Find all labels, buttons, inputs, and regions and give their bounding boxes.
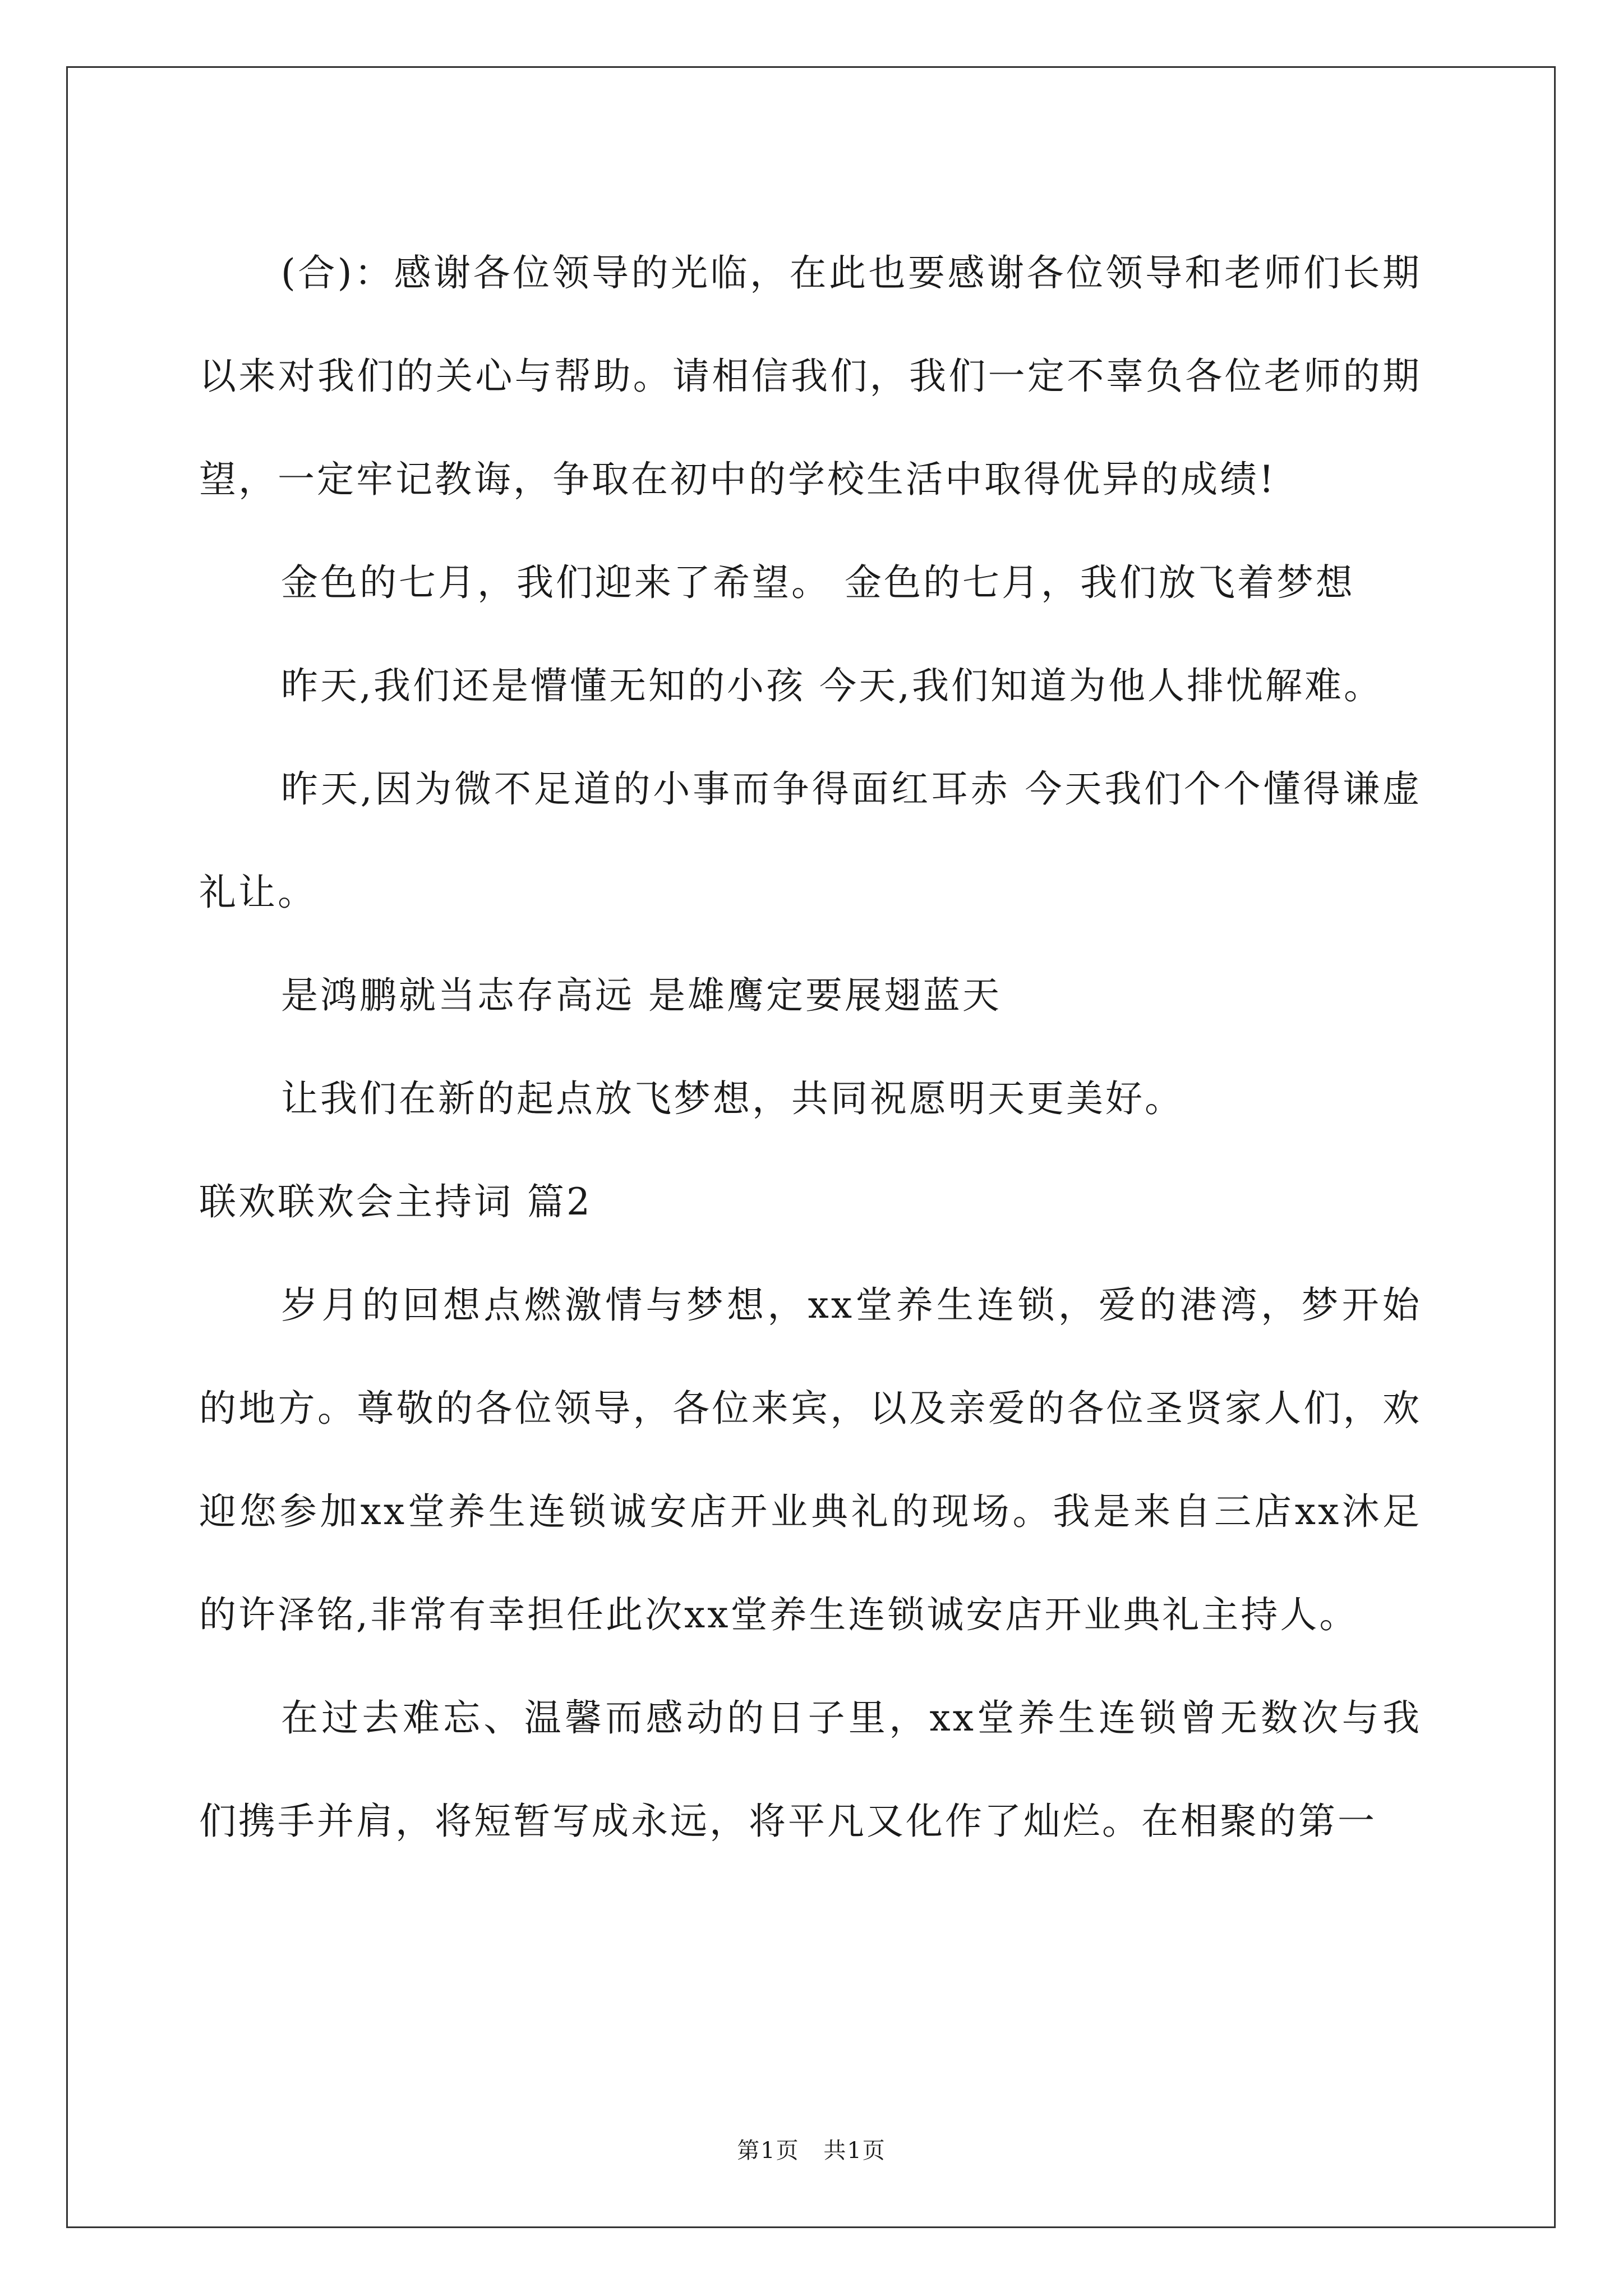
page-number: 第1页 [737, 2138, 800, 2164]
document-body [199, 222, 1422, 1873]
paragraph-opening: 岁月的回想点燃激情与梦想，xx堂养生连锁，爱的港湾，梦开始的地方。尊敬的各位领导，各位来宾，以及亲爱的各位圣贤家人们，欢迎您参加xx堂养生连锁诚安店开业典礼的现场。我是来自三店xx沐足的许泽铭,非常有幸担任此次xx堂养生连锁诚安店开业典礼主持人。 [199, 1283, 1422, 1636]
paragraph-dream: 让我们在新的起点放飞梦想，共同祝愿明天更美好。 [281, 1077, 1184, 1120]
paragraph-yesterday-1: 昨天,我们还是懵懂无知的小孩 今天,我们知道为他人排忧解难。 [281, 664, 1383, 707]
paragraph-ambition: 是鸿鹏就当志存高远 是雄鹰定要展翅蓝天 [281, 974, 1002, 1017]
paragraph-past: 在过去难忘、温馨而感动的日子里，xx堂养生连锁曾无数次与我们携手并肩，将短暂写成永远，将平凡又化作了灿烂。在相聚的第一 [199, 1696, 1422, 1843]
section-heading: 联欢联欢会主持词 篇2 [199, 1180, 592, 1223]
page-footer [0, 2137, 1623, 2164]
page-total: 共1页 [823, 2138, 886, 2164]
paragraph-golden-july: 金色的七月，我们迎来了希望。 金色的七月，我们放飞着梦想 [281, 561, 1355, 604]
paragraph-thanks: (合)：感谢各位领导的光临，在此也要感谢各位领导和老师们长期以来对我们的关心与帮助。请相信我们，我们一定不辜负各位老师的期望，一定牢记教诲，争取在初中的学校生活中取得优异的成绩! [199, 251, 1422, 501]
paragraph-yesterday-2: 昨天,因为微不足道的小事而争得面红耳赤 今天我们个个懂得谦虚礼让。 [199, 767, 1422, 914]
